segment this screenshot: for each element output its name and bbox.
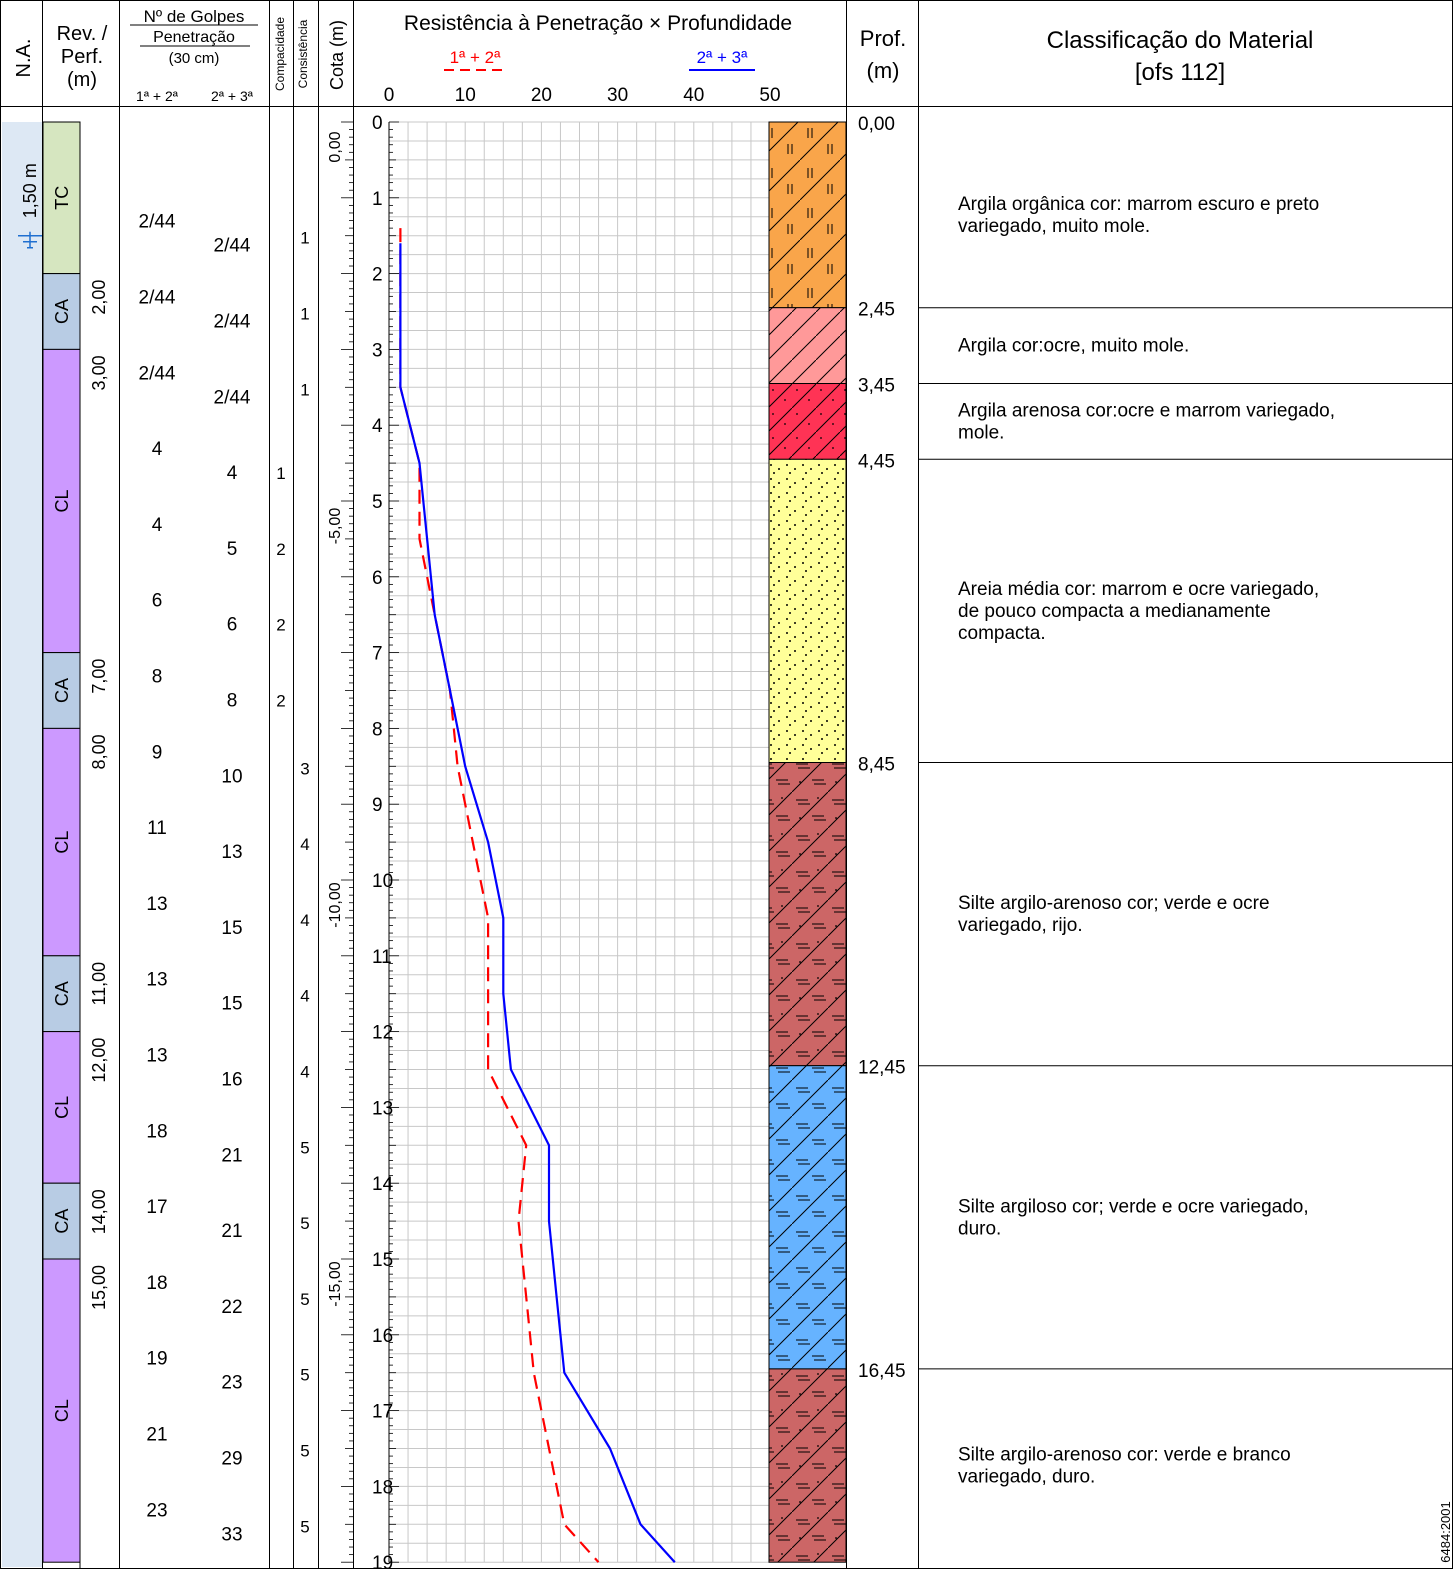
- blows-first: 8: [151, 666, 163, 688]
- consistencia-value: 3: [300, 759, 310, 779]
- x-tick-label: 0: [383, 85, 395, 106]
- rev-perf-header-2: Perf.: [60, 46, 104, 68]
- consistencia-value: 1: [300, 304, 310, 324]
- blows-second: 15: [221, 993, 243, 1015]
- y-tick-label: 5: [372, 492, 383, 513]
- blows-second: 22: [221, 1296, 243, 1318]
- prof-header-2: (m): [866, 58, 900, 83]
- drilling-method-column: [43, 122, 109, 1569]
- y-tick-label: 19: [372, 1553, 394, 1569]
- blows-second: 2/44: [213, 311, 251, 333]
- stratum-pattern: [769, 1369, 846, 1562]
- drill-code: CL: [52, 1095, 72, 1119]
- blows-second: 2/44: [213, 235, 251, 257]
- y-tick-label: 2: [372, 264, 383, 286]
- consistencia-value: 4: [300, 986, 310, 1006]
- prof-header-1: Prof.: [859, 26, 907, 51]
- y-tick-label: 10: [372, 871, 394, 892]
- x-tick-label: 20: [530, 85, 552, 106]
- x-axis-ticks: [384, 85, 781, 106]
- water-level-column: [2, 122, 42, 1567]
- y-tick-label: 0: [372, 113, 383, 134]
- chart-grid: [372, 113, 770, 1569]
- chart-series: [400, 228, 674, 1562]
- blows-second: 15: [221, 917, 243, 939]
- y-tick-label: 18: [372, 1477, 394, 1499]
- layer-description: Areia média cor: marrom e ocre variegado,: [958, 578, 1320, 600]
- consistencia-value: 1: [300, 228, 310, 248]
- cota-header: Cota (m): [327, 19, 347, 91]
- layer-description: duro.: [958, 1218, 1002, 1240]
- class-header-1: Classificação do Material: [1046, 27, 1314, 54]
- elevation-column: [327, 122, 353, 1562]
- blows-second: 4: [226, 463, 238, 485]
- layer-description: de pouco compacta a medianamente: [958, 600, 1271, 622]
- blows-second: 5: [226, 538, 238, 560]
- blow-count-columns: [139, 212, 310, 1546]
- legend-series1: 1ª + 2ª: [449, 48, 501, 67]
- consistencia-value: 5: [300, 1365, 310, 1385]
- blows-first: 18: [146, 1121, 168, 1143]
- y-tick-label: 8: [372, 719, 383, 741]
- drill-depth-label: 7,00: [89, 658, 109, 694]
- stratum-pattern: [769, 1066, 846, 1369]
- x-tick-label: 50: [759, 85, 781, 106]
- drill-depth-label: 12,00: [89, 1037, 109, 1083]
- stratum-pattern: [769, 459, 846, 762]
- layer-top-depth: 16,45: [858, 1360, 906, 1382]
- y-tick-label: 15: [372, 1250, 394, 1271]
- rev-perf-header-3: (m): [67, 69, 97, 91]
- blows-second: 8: [226, 690, 238, 712]
- blows-col1-header: 1ª + 2ª: [136, 88, 178, 104]
- y-tick-label: 1: [372, 188, 383, 210]
- consistencia-value: 5: [300, 1441, 310, 1461]
- blows-second: 16: [221, 1069, 243, 1091]
- na-header: N.A.: [13, 38, 35, 78]
- blows-first: 4: [151, 439, 163, 461]
- layer-description: variegado, duro.: [958, 1466, 1096, 1488]
- layer-description: Silte argiloso cor; verde e ocre variegado,: [958, 1196, 1309, 1218]
- blows-30cm: (30 cm): [168, 50, 220, 67]
- blows-first: 19: [146, 1348, 168, 1370]
- cota-label: 0,00: [327, 131, 344, 163]
- drill-depth-label: 8,00: [89, 734, 109, 770]
- layer-top-depth: 8,45: [858, 754, 895, 776]
- blows-first: 2/44: [138, 211, 176, 233]
- compacidade-value: 2: [276, 615, 286, 635]
- cota-label: -5,00: [327, 507, 344, 545]
- blows-first: 23: [146, 1500, 168, 1522]
- x-tick-label: 10: [454, 85, 476, 106]
- y-tick-label: 12: [372, 1022, 394, 1044]
- drill-depth-label: 11,00: [89, 961, 109, 1006]
- cota-label: -15,00: [327, 1261, 344, 1307]
- consistencia-value: 5: [300, 1517, 310, 1537]
- y-tick-label: 11: [372, 946, 392, 968]
- consistencia-value: 4: [300, 1062, 310, 1082]
- stratum-pattern: [769, 384, 846, 460]
- layer-description: variegado, rijo.: [958, 915, 1083, 937]
- stratum-pattern: [769, 122, 846, 308]
- blows-first: 13: [146, 1045, 168, 1067]
- blows-first: 6: [151, 590, 163, 612]
- legend-series2: 2ª + 3ª: [696, 48, 748, 67]
- blows-first: 9: [151, 742, 163, 764]
- water-level-label: 1,50 m: [20, 163, 40, 219]
- drill-code: CA: [52, 981, 72, 1007]
- layer-description: Silte argilo-arenoso cor; verde e ocre: [958, 893, 1270, 915]
- blows-second: 23: [221, 1372, 243, 1394]
- drill-depth-label: 2,00: [89, 279, 109, 315]
- layer-description: Silte argilo-arenoso cor: verde e branco: [958, 1444, 1291, 1466]
- blows-second: 21: [221, 1221, 243, 1243]
- y-tick-label: 13: [372, 1098, 394, 1120]
- layer-top-depth: 3,45: [858, 375, 895, 397]
- layer-description: Argila arenosa cor:ocre e marrom variegado,: [958, 400, 1336, 422]
- blows-second: 6: [226, 614, 238, 636]
- blows-second: 10: [221, 766, 243, 788]
- layer-top-depth: 0,00: [858, 114, 895, 135]
- layer-description: Argila orgânica cor: marrom escuro e preto: [958, 193, 1320, 215]
- consistencia-header: Consistência: [296, 19, 310, 89]
- series-line-second: [400, 243, 674, 1562]
- compacidade-value: 1: [276, 464, 286, 484]
- y-tick-label: 9: [372, 795, 383, 817]
- blows-first: 2/44: [138, 287, 176, 309]
- x-tick-label: 30: [607, 85, 629, 106]
- cota-label: -10,00: [327, 882, 344, 928]
- drill-code: CL: [52, 830, 72, 854]
- classification-column: [858, 114, 1453, 1488]
- consistencia-value: 1: [300, 380, 310, 400]
- drill-code: CL: [52, 489, 72, 513]
- consistencia-value: 5: [300, 1289, 310, 1309]
- drill-depth-label: 15,00: [89, 1265, 109, 1311]
- y-tick-label: 7: [372, 643, 383, 665]
- consistencia-value: 5: [300, 1138, 310, 1158]
- blows-title: Nº de Golpes: [143, 7, 245, 26]
- stratum-pattern: [769, 763, 846, 1066]
- class-header-2: [ofs 112]: [1134, 59, 1226, 86]
- blows-second: 33: [221, 1524, 243, 1546]
- rev-perf-header-1: Rev. /: [56, 23, 108, 45]
- layer-top-depth: 2,45: [858, 299, 895, 321]
- layer-description: Argila cor:ocre, muito mole.: [958, 335, 1190, 357]
- blows-first: 21: [146, 1424, 168, 1446]
- blows-first: 18: [146, 1272, 168, 1294]
- x-tick-label: 40: [683, 85, 705, 106]
- blows-penetration: Penetração: [153, 29, 235, 46]
- blows-first: 17: [146, 1197, 168, 1219]
- drill-code: CA: [52, 677, 72, 704]
- drill-depth-label: 14,00: [89, 1189, 109, 1235]
- blows-second: 29: [221, 1448, 243, 1470]
- compacidade-header: Compacidade: [273, 16, 287, 92]
- layer-description: mole.: [958, 422, 1005, 444]
- water-column-fill: [2, 122, 42, 1567]
- consistencia-value: 4: [300, 910, 310, 930]
- blows-first: 13: [146, 893, 168, 915]
- drill-code: TC: [52, 185, 72, 210]
- side-code: 6484:2001: [1438, 1501, 1453, 1563]
- blows-second: 21: [221, 1145, 243, 1167]
- drill-code: CA: [52, 298, 72, 325]
- blows-first: 4: [151, 514, 163, 536]
- blows-first: 2/44: [138, 363, 176, 385]
- consistencia-value: 4: [300, 835, 310, 855]
- drill-code: CL: [52, 1399, 72, 1423]
- graph-title: Resistência à Penetração × Profundidade: [403, 12, 793, 35]
- compacidade-value: 2: [276, 539, 286, 559]
- blows-col2-header: 2ª + 3ª: [211, 88, 253, 104]
- drill-code: CA: [52, 1208, 72, 1234]
- layer-top-depth: 4,45: [858, 451, 895, 473]
- layer-top-depth: 12,45: [858, 1057, 906, 1079]
- header: [13, 7, 1313, 104]
- y-tick-label: 14: [372, 1174, 394, 1196]
- strata-column: [769, 122, 846, 1562]
- y-tick-label: 3: [372, 340, 383, 362]
- layer-description: variegado, muito mole.: [958, 215, 1151, 237]
- blows-first: 11: [147, 818, 167, 840]
- y-tick-label: 4: [372, 416, 383, 438]
- blows-second: 13: [221, 842, 243, 864]
- y-tick-label: 16: [372, 1325, 394, 1347]
- y-tick-label: 6: [372, 567, 383, 589]
- compacidade-value: 2: [276, 691, 286, 711]
- consistencia-value: 5: [300, 1214, 310, 1234]
- layer-description: compacta.: [958, 622, 1046, 644]
- y-tick-label: 17: [372, 1401, 394, 1423]
- blows-second: 2/44: [213, 387, 251, 409]
- blows-first: 13: [146, 969, 168, 991]
- stratum-pattern: [769, 308, 846, 384]
- drill-depth-label: 3,00: [89, 355, 109, 391]
